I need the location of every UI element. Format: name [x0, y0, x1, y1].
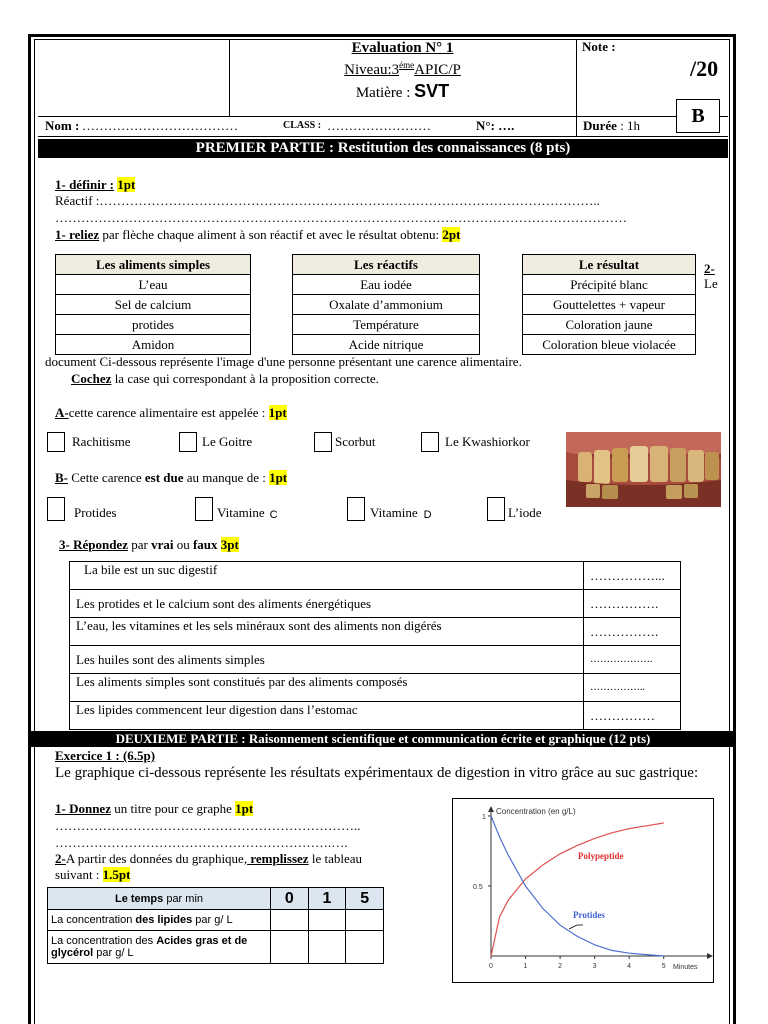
table-row: Les protides et le calcium sont des aliments énergétiques …………….: [70, 590, 681, 618]
document-description: document Ci-dessous représente l'image d'une personne présentant une carence alimentaire.: [45, 354, 522, 369]
time-header: Le temps par min: [48, 888, 271, 910]
y-tick-label: 0.5: [473, 884, 483, 891]
p2-q1: 1- Donnez un titre pour ce graphe 1pt: [55, 801, 254, 816]
checkbox[interactable]: [314, 432, 332, 452]
header-divider-right: [576, 39, 577, 136]
p2-q2: 2-A partir des données du graphique, remplissez le tableau: [55, 851, 362, 866]
cochez-instruction: Cochez la case qui correspondant à la proposition correcte.: [71, 371, 379, 386]
checkbox[interactable]: [179, 432, 197, 452]
x-axis-arrow: [707, 953, 713, 959]
y-axis-arrow: [488, 806, 494, 812]
reactif-item[interactable]: Oxalate d’ammonium: [293, 295, 480, 315]
table-row: Les lipides commencent leur digestion dans l’estomac ……………: [70, 702, 681, 730]
q1-define: 1- définir : 1pt: [55, 177, 136, 192]
checkbox[interactable]: [47, 497, 65, 521]
exercise-title: Exercice 1 : (6.5p): [55, 748, 156, 763]
checkbox[interactable]: [421, 432, 439, 452]
x-tick-label: 2: [558, 963, 562, 970]
number-field[interactable]: N°: ….: [476, 118, 515, 133]
fill-table: [47, 887, 384, 964]
cell-input[interactable]: [308, 931, 346, 964]
table-row: [48, 931, 384, 964]
x-tick-label: 5: [661, 963, 666, 970]
aliments-header: Les aliments simples: [56, 255, 251, 275]
q3-instruction: 3- Répondez par vrai ou faux 3pt: [59, 537, 239, 552]
table-row: Le temps par min 0 1 5: [48, 888, 384, 910]
note-label: Note :: [582, 39, 616, 54]
x-axis-label: Minutes: [673, 964, 698, 971]
resultat-item[interactable]: Coloration jaune: [523, 315, 696, 335]
resultats-header: Le résultat: [523, 255, 696, 275]
cell-input[interactable]: [308, 910, 346, 931]
part1-banner: PREMIER PARTIE : Restitution des connaissances (8 pts): [38, 139, 728, 158]
header-center: [229, 39, 576, 102]
true-false-table: [69, 561, 681, 730]
qA-option-1[interactable]: Rachitisme: [47, 432, 131, 452]
cell-input[interactable]: [346, 931, 384, 964]
qA-option-2[interactable]: Le Goitre: [179, 432, 252, 452]
note-total: /20: [690, 56, 719, 81]
level: $Niveau:3^{éme}APIC/P$: [344, 60, 461, 78]
p2-q1-dots2[interactable]: ……………………………………………………….….: [55, 835, 348, 850]
reactif-item[interactable]: Température: [293, 315, 480, 335]
duration: Durée : 1h: [583, 118, 641, 133]
reactif-item[interactable]: Acide nitrique: [293, 335, 480, 355]
q1-term-line[interactable]: Réactif :……………………………………………………………………………………………………..: [55, 193, 600, 208]
legend-polypeptide: Polypeptide: [578, 851, 624, 861]
qB-option-4[interactable]: L’iode: [487, 497, 541, 521]
side-number: 2-: [704, 261, 715, 276]
q2-instruction: 1- reliez par flèche chaque aliment à son réactif et avec le résultat obtenu: 2pt: [55, 227, 461, 242]
x-tick-label: 1: [523, 963, 528, 970]
table-row: [48, 910, 384, 931]
series-line-protides: [491, 816, 664, 956]
class-dots[interactable]: ……………………: [327, 118, 431, 133]
q1-dots-line[interactable]: ……………………………………………………………………………………………………………………: [55, 210, 627, 225]
x-tick-label: 4: [627, 963, 632, 970]
exercise-intro: Le graphique ci-dessous représente les résultats expérimentaux de digestion in vitro grâce au suc gastrique:: [55, 765, 699, 781]
cell-input[interactable]: [271, 910, 309, 931]
p2-q2-cont: suivant : 1.5pt: [55, 867, 131, 882]
name-dots[interactable]: ………………………………: [82, 118, 238, 133]
table-row: La bile est un suc digestif ……………...: [70, 562, 681, 590]
legend-pointer: [569, 925, 583, 929]
reactifs-table: [292, 254, 480, 355]
cell-input[interactable]: [346, 910, 384, 931]
qB-option-3[interactable]: Vitamine D: [347, 497, 432, 521]
legend-protides: Protides: [573, 910, 605, 920]
qB-option-2[interactable]: Vitamine C: [195, 497, 278, 521]
aliment-item[interactable]: protides: [56, 315, 251, 335]
y-tick-label: 1: [482, 814, 486, 821]
checkbox[interactable]: [195, 497, 213, 521]
x-tick-label: 3: [592, 963, 597, 970]
exam-title: Evaluation N° 1: [351, 40, 454, 56]
scurvy-teeth-image: [566, 432, 721, 507]
qB-option-1[interactable]: Protides: [47, 497, 117, 521]
x-tick-label: 0: [489, 963, 493, 970]
resultat-item[interactable]: Coloration bleue violacée: [523, 335, 696, 355]
table-row: Les aliments simples sont constitués par des aliments composés ……………..: [70, 674, 681, 702]
chart-svg: [453, 799, 713, 982]
subject: Matière : SVT: [355, 81, 450, 101]
resultat-item[interactable]: Précipité blanc: [523, 275, 696, 295]
checkbox[interactable]: [487, 497, 505, 521]
table-row: Les huiles sont des aliments simples ……………….: [70, 646, 681, 674]
qB-question: B- Cette carence est due au manque de : 1pt: [55, 470, 288, 485]
aliment-item[interactable]: Sel de calcium: [56, 295, 251, 315]
resultat-item[interactable]: Gouttelettes + vapeur: [523, 295, 696, 315]
checkbox[interactable]: [347, 497, 365, 521]
side-le: Le: [704, 276, 718, 291]
version-box: B: [676, 99, 720, 133]
qA-option-3[interactable]: Scorbut: [314, 432, 375, 452]
part2-banner: DEUXIEME PARTIE : Raisonnement scientifique et communication écrite et graphique (12 pts): [30, 731, 736, 747]
cell-input[interactable]: [271, 931, 309, 964]
y-axis-label: Concentration (en g/L): [496, 807, 576, 816]
qA-question: A-cette carence alimentaire est appelée : 1pt: [55, 405, 287, 420]
digestion-chart: [452, 798, 714, 983]
aliments-table: [55, 254, 251, 355]
table-row: L’eau, les vitamines et les sels minéraux sont des aliments non digérés …………….: [70, 618, 681, 646]
aliment-item[interactable]: L’eau: [56, 275, 251, 295]
aliment-item[interactable]: Amidon: [56, 335, 251, 355]
resultats-table: [522, 254, 696, 355]
reactifs-header: Les réactifs: [293, 255, 480, 275]
header-divider-row: [38, 116, 728, 117]
class-label: CLASS :: [283, 120, 322, 131]
row-acides-label: La concentration des Acides gras et de glycérol par g/ L: [48, 931, 271, 964]
name-label: Nom :: [45, 118, 80, 133]
qA-option-4[interactable]: Le Kwashiorkor: [421, 432, 530, 452]
header-bottom-line: [38, 136, 728, 137]
row-lipides-label: La concentration des lipides par g/ L: [48, 910, 271, 931]
reactif-item[interactable]: Eau iodée: [293, 275, 480, 295]
checkbox[interactable]: [47, 432, 65, 452]
p2-q1-dots1[interactable]: ……………………………………………………………..: [55, 818, 361, 833]
